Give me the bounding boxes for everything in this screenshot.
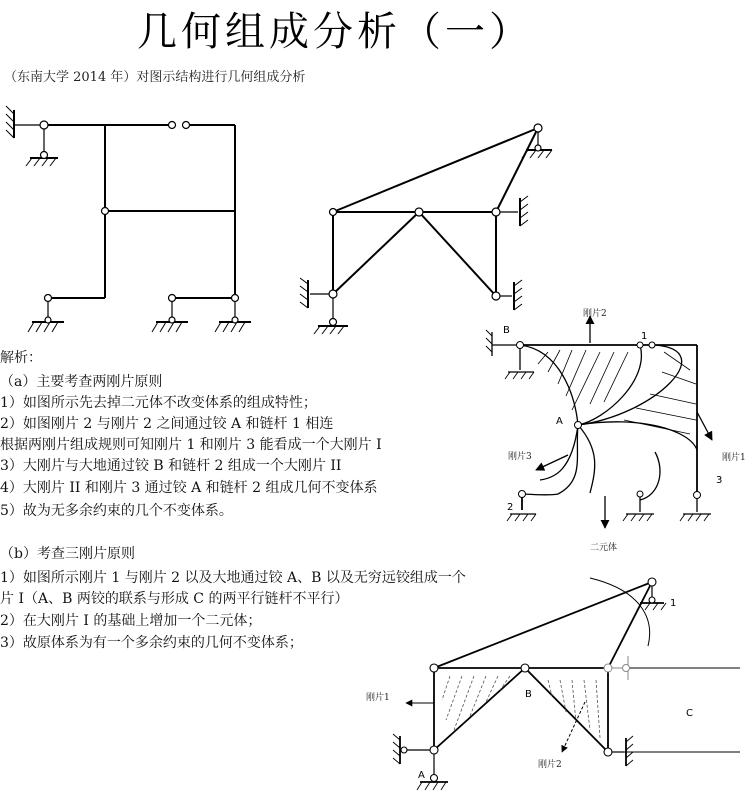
fig-a-label-piece-1: 刚片1 [722, 453, 746, 463]
problem-figure-b [300, 124, 552, 334]
fig-a-label-piece-2: 刚片2 [583, 309, 607, 319]
part-a-line-1: 1）如图所示先去掉二元体不改变体系的组成特性； [0, 395, 317, 411]
fig-a-label-b: B [503, 325, 510, 336]
part-a-line-6: 5）故为无多余约束的几个不变体系。 [0, 503, 233, 519]
fig-a-label-binary: 二元体 [590, 543, 618, 553]
part-a-line-3: 根据两刚片组成规则可知刚片 1 和刚片 3 能看成一个大刚片 I [0, 437, 382, 453]
fig-b-label-piece-1: 刚片1 [366, 693, 390, 703]
part-b-line-1: 1）如图所示刚片 1 与刚片 2 以及大地通过铰 A、B 以及无穷远铰组成一个 [0, 570, 466, 586]
part-b-line-3: 2）在大刚片 I 的基础上增加一个二元体； [0, 613, 262, 629]
part-a-line-4: 3）大刚片与大地通过铰 B 和链杆 2 组成一个大刚片 II [0, 458, 342, 474]
part-a-heading: （a）主要考查两刚片原则 [0, 374, 163, 390]
part-a-line-5: 4）大刚片 II 和刚片 3 通过铰 A 和链杆 2 组成几何不变体系 [0, 480, 378, 496]
page-title: 几何组成分析（一） [137, 9, 533, 55]
analysis-heading: 解析： [0, 350, 42, 366]
fig-a-label-a: A [556, 416, 563, 427]
part-b-heading: （b）考查三刚片原则 [0, 546, 135, 562]
fig-b-label-c: C [686, 708, 693, 719]
solution-figure-b [366, 578, 740, 790]
fig-a-label-bar-1: 1 [641, 331, 648, 342]
fig-b-label-bar-1: 1 [670, 598, 677, 609]
fig-b-label-a: A [418, 770, 425, 781]
fig-b-label-b: B [525, 689, 532, 700]
fig-a-label-bar-3: 3 [716, 475, 723, 486]
part-a-line-2: 2）如图刚片 2 与刚片 2 之间通过铰 A 和链杆 1 相连 [0, 416, 334, 432]
fig-b-label-piece-2: 刚片2 [538, 760, 562, 770]
solution-figure-a [486, 307, 746, 553]
part-b-line-4: 3）故原体系为有一个多余约束的几何不变体系； [0, 635, 303, 651]
fig-a-label-bar-2: 2 [507, 502, 514, 513]
problem-figure-a [6, 106, 251, 332]
problem-statement: （东南大学 2014 年）对图示结构进行几何组成分析 [4, 70, 306, 85]
fig-a-label-piece-3: 刚片3 [508, 452, 532, 462]
part-b-line-2: 片 I（A、B 两铰的联系与形成 C 的两平行链杆不平行） [0, 591, 349, 607]
